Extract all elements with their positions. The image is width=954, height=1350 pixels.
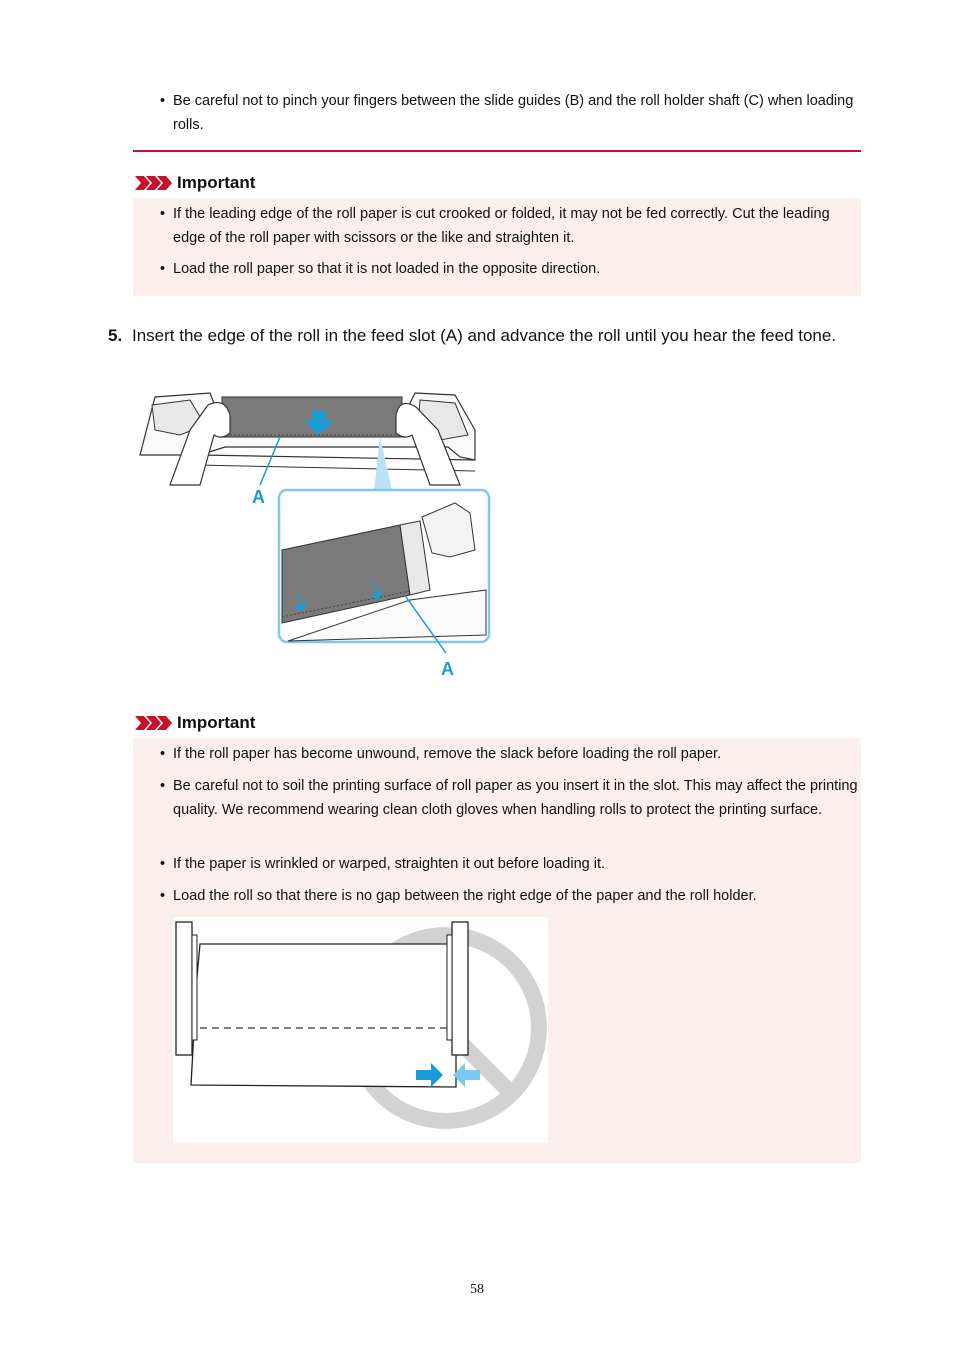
page-number: 58 (470, 1282, 484, 1297)
roll-gap-illustration (173, 917, 548, 1143)
feed-slot-illustration (130, 385, 495, 680)
list-item-text: Load the roll so that there is no gap between the right edge of the paper and the roll holder. (173, 888, 757, 904)
important-header-2 (135, 712, 256, 734)
important-chevrons-icon (135, 712, 175, 734)
bullet: • (160, 93, 166, 109)
important-title: Important (177, 173, 256, 192)
step-text: Insert the edge of the roll in the feed slot (A) and advance the roll until you hear the feed tone. (132, 326, 837, 345)
important-header-1 (135, 172, 256, 194)
top-note-text: Be careful not to pinch your fingers between the slide guides (B) and the roll holder shaft (C) when loading rolls. (173, 93, 854, 133)
step-number: 5. (108, 326, 123, 345)
label-a: A (252, 487, 265, 507)
divider (133, 150, 861, 152)
list-item-text: If the leading edge of the roll paper is cut crooked or folded, it may not be fed correctly. Cut the leading edge of the roll paper with scissors or the like and straighten it. (173, 206, 830, 246)
list-item-text: Be careful not to soil the printing surface of roll paper as you insert it in the slot. This may affect the printing quality. We recommend wearing clean cloth gloves when handling rolls to protect the printing surface. (173, 778, 858, 818)
list-item-text: If the roll paper has become unwound, remove the slack before loading the roll paper. (173, 746, 722, 762)
label-a: A (441, 659, 454, 679)
list-item-text: If the paper is wrinkled or warped, straighten it out before loading it. (173, 856, 606, 872)
important-title: Important (177, 713, 256, 732)
list-item-text: Load the roll paper so that it is not loaded in the opposite direction. (173, 261, 601, 277)
important-chevrons-icon (135, 172, 175, 194)
